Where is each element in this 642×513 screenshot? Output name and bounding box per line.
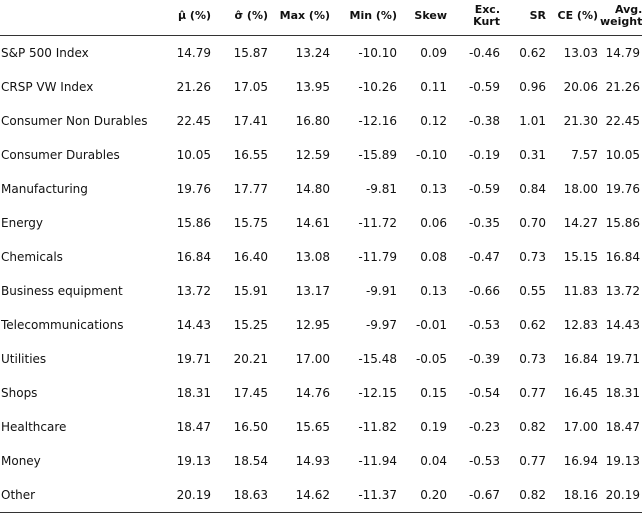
cell-max: 16.80 [295, 114, 330, 128]
cell-skew: -0.01 [415, 318, 447, 332]
cell-certainty-equivalent: 18.16 [548, 478, 600, 513]
cell-min: -11.79 [358, 250, 397, 264]
cell-sharpe-ratio: 0.82 [519, 420, 546, 434]
cell-average-weight: 18.31 [605, 386, 640, 400]
header-max: Max (%) [270, 0, 332, 36]
cell-certainty-equivalent: 7.57 [571, 148, 598, 162]
cell-skew: 0.06 [420, 216, 447, 230]
cell-volatility: 18.54 [233, 454, 268, 468]
cell-max: 14.80 [295, 182, 330, 196]
cell-volatility: 15.75 [233, 216, 268, 230]
cell-name: Manufacturing [1, 182, 88, 196]
header-row [0, 0, 642, 36]
cell-excess-kurtosis: -0.53 [468, 318, 500, 332]
cell-max: 13.17 [295, 284, 330, 298]
cell-max: 14.61 [295, 216, 330, 230]
cell-sharpe-ratio: 0.31 [519, 148, 546, 162]
cell-certainty-equivalent: 13.03 [563, 46, 598, 60]
header-excess-kurtosis [449, 0, 502, 36]
cell-volatility: 18.63 [213, 478, 270, 513]
cell-mean: 19.71 [176, 352, 211, 366]
cell-name: Money [1, 454, 41, 468]
cell-average-weight: 16.84 [605, 250, 640, 264]
cell-min: -11.37 [332, 478, 399, 513]
cell-mean: 21.26 [176, 80, 211, 94]
cell-excess-kurtosis: -0.39 [468, 352, 500, 366]
cell-skew: -0.05 [415, 352, 447, 366]
cell-certainty-equivalent: 12.83 [563, 318, 598, 332]
header-sharpe-ratio: SR [502, 0, 548, 36]
cell-min: -9.81 [365, 182, 397, 196]
table-row [0, 172, 642, 206]
cell-certainty-equivalent: 18.00 [563, 182, 598, 196]
cell-name: Utilities [1, 352, 47, 366]
cell-skew: -0.10 [415, 148, 447, 162]
header-kurt-line-2: Kurt [473, 15, 500, 28]
table-row [0, 444, 642, 478]
table-row [0, 308, 642, 342]
cell-skew: 0.19 [420, 420, 447, 434]
cell-name: Chemicals [1, 250, 63, 264]
cell-mean: 19.76 [176, 182, 211, 196]
cell-min: -11.82 [358, 420, 397, 434]
table-header [0, 0, 642, 36]
table-row [0, 240, 642, 274]
cell-skew: 0.20 [399, 478, 449, 513]
cell-name: Consumer Non Durables [1, 114, 148, 128]
cell-max: 14.76 [295, 386, 330, 400]
cell-average-weight: 14.79 [605, 46, 640, 60]
cell-sharpe-ratio: 0.77 [519, 454, 546, 468]
cell-skew: 0.13 [420, 182, 447, 196]
cell-average-weight: 19.76 [605, 182, 640, 196]
cell-certainty-equivalent: 14.27 [563, 216, 598, 230]
cell-sharpe-ratio: 0.73 [519, 250, 546, 264]
cell-name: Consumer Durables [1, 148, 120, 162]
cell-min: -9.97 [365, 318, 397, 332]
table-row [0, 70, 642, 104]
cell-max: 14.93 [295, 454, 330, 468]
cell-certainty-equivalent: 21.30 [563, 114, 598, 128]
cell-volatility: 15.87 [233, 46, 268, 60]
cell-min: -12.15 [358, 386, 397, 400]
cell-min: -12.16 [358, 114, 397, 128]
cell-min: -15.48 [358, 352, 397, 366]
header-name [0, 0, 160, 36]
cell-min: -11.94 [358, 454, 397, 468]
cell-sharpe-ratio: 0.55 [519, 284, 546, 298]
cell-certainty-equivalent: 16.84 [563, 352, 598, 366]
cell-name: Business equipment [1, 284, 123, 298]
cell-average-weight: 10.05 [605, 148, 640, 162]
cell-volatility: 16.50 [233, 420, 268, 434]
cell-sharpe-ratio: 1.01 [519, 114, 546, 128]
cell-name: CRSP VW Index [1, 80, 94, 94]
cell-skew: 0.11 [420, 80, 447, 94]
cell-volatility: 20.21 [233, 352, 268, 366]
cell-excess-kurtosis: -0.38 [468, 114, 500, 128]
cell-max: 12.95 [295, 318, 330, 332]
cell-mean: 15.86 [176, 216, 211, 230]
cell-excess-kurtosis: -0.59 [468, 80, 500, 94]
cell-average-weight: 18.47 [605, 420, 640, 434]
cell-sharpe-ratio: 0.77 [519, 386, 546, 400]
table-row [0, 478, 642, 513]
header-avg-line-2: weight [600, 15, 642, 28]
cell-certainty-equivalent: 16.45 [563, 386, 598, 400]
header-avg-line-1: Avg. [615, 3, 642, 16]
cell-mean: 13.72 [176, 284, 211, 298]
cell-name: S&P 500 Index [1, 46, 89, 60]
table-row [0, 376, 642, 410]
cell-mean: 14.79 [176, 46, 211, 60]
cell-max: 13.24 [295, 46, 330, 60]
cell-mean: 16.84 [176, 250, 211, 264]
cell-max: 15.65 [295, 420, 330, 434]
cell-certainty-equivalent: 16.94 [563, 454, 598, 468]
cell-name: Other [0, 478, 160, 513]
cell-excess-kurtosis: -0.54 [468, 386, 500, 400]
header-kurt-line-1: Exc. [474, 3, 500, 16]
cell-certainty-equivalent: 20.06 [563, 80, 598, 94]
cell-certainty-equivalent: 17.00 [563, 420, 598, 434]
cell-average-weight: 20.19 [600, 478, 642, 513]
header-skew: Skew [399, 0, 449, 36]
cell-volatility: 17.05 [233, 80, 268, 94]
cell-mean: 19.13 [176, 454, 211, 468]
cell-sharpe-ratio: 0.73 [519, 352, 546, 366]
cell-average-weight: 13.72 [605, 284, 640, 298]
cell-volatility: 17.41 [233, 114, 268, 128]
cell-average-weight: 19.71 [605, 352, 640, 366]
cell-min: -15.89 [358, 148, 397, 162]
cell-name: Telecommunications [1, 318, 124, 332]
cell-excess-kurtosis: -0.47 [468, 250, 500, 264]
cell-max: 14.62 [270, 478, 332, 513]
cell-mean: 18.47 [176, 420, 211, 434]
cell-mean: 18.31 [176, 386, 211, 400]
cell-mean: 10.05 [176, 148, 211, 162]
cell-volatility: 17.45 [233, 386, 268, 400]
cell-excess-kurtosis: -0.19 [468, 148, 500, 162]
cell-skew: 0.04 [420, 454, 447, 468]
cell-excess-kurtosis: -0.23 [468, 420, 500, 434]
cell-volatility: 17.77 [233, 182, 268, 196]
cell-volatility: 15.91 [233, 284, 268, 298]
cell-max: 13.95 [295, 80, 330, 94]
header-mean: μ̂ (%) [160, 0, 213, 36]
cell-name: Shops [1, 386, 38, 400]
cell-skew: 0.08 [420, 250, 447, 264]
cell-name: Energy [1, 216, 44, 230]
cell-mean: 20.19 [160, 478, 213, 513]
cell-average-weight: 22.45 [605, 114, 640, 128]
cell-sharpe-ratio: 0.82 [502, 478, 548, 513]
cell-skew: 0.09 [420, 46, 447, 60]
cell-excess-kurtosis: -0.67 [449, 478, 502, 513]
header-volatility: σ̂ (%) [213, 0, 270, 36]
cell-sharpe-ratio: 0.84 [519, 182, 546, 196]
cell-min: -10.26 [358, 80, 397, 94]
cell-excess-kurtosis: -0.59 [468, 182, 500, 196]
cell-skew: 0.12 [420, 114, 447, 128]
cell-average-weight: 19.13 [605, 454, 640, 468]
cell-average-weight: 14.43 [605, 318, 640, 332]
cell-sharpe-ratio: 0.96 [519, 80, 546, 94]
cell-mean: 22.45 [176, 114, 211, 128]
header-certainty-equivalent: CE (%) [548, 0, 600, 36]
cell-min: -10.10 [358, 46, 397, 60]
cell-excess-kurtosis: -0.46 [468, 46, 500, 60]
table-row [0, 36, 642, 71]
table-row [0, 138, 642, 172]
cell-max: 17.00 [295, 352, 330, 366]
table-row [0, 342, 642, 376]
cell-max: 13.08 [295, 250, 330, 264]
table-body [0, 36, 642, 513]
cell-excess-kurtosis: -0.53 [468, 454, 500, 468]
cell-volatility: 15.25 [233, 318, 268, 332]
cell-skew: 0.15 [420, 386, 447, 400]
table-row [0, 410, 642, 444]
cell-skew: 0.13 [420, 284, 447, 298]
cell-volatility: 16.55 [233, 148, 268, 162]
cell-sharpe-ratio: 0.62 [519, 46, 546, 60]
table-row [0, 274, 642, 308]
table-row [0, 104, 642, 138]
cell-excess-kurtosis: -0.35 [468, 216, 500, 230]
cell-sharpe-ratio: 0.62 [519, 318, 546, 332]
cell-volatility: 16.40 [233, 250, 268, 264]
header-min: Min (%) [332, 0, 399, 36]
cell-mean: 14.43 [176, 318, 211, 332]
cell-min: -11.72 [358, 216, 397, 230]
cell-certainty-equivalent: 11.83 [563, 284, 598, 298]
cell-average-weight: 15.86 [605, 216, 640, 230]
header-average-weight [600, 0, 642, 36]
cell-average-weight: 21.26 [605, 80, 640, 94]
cell-certainty-equivalent: 15.15 [563, 250, 598, 264]
cell-excess-kurtosis: -0.66 [468, 284, 500, 298]
cell-min: -9.91 [365, 284, 397, 298]
cell-sharpe-ratio: 0.70 [519, 216, 546, 230]
cell-max: 12.59 [295, 148, 330, 162]
cell-name: Healthcare [1, 420, 67, 434]
table-row [0, 206, 642, 240]
